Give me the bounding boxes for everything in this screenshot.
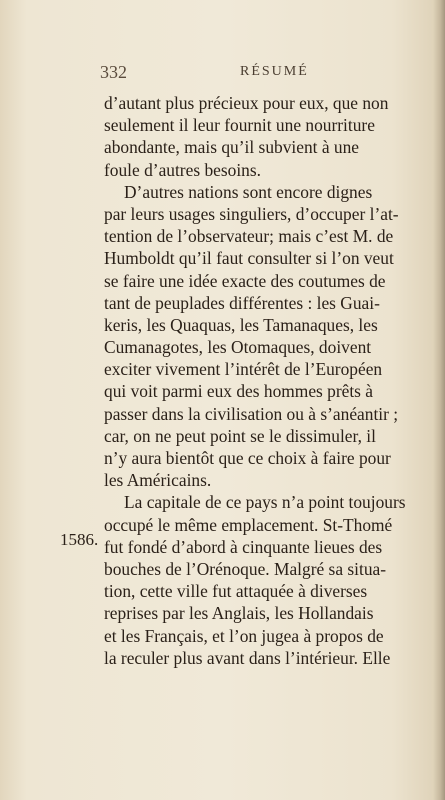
body-text [104,92,434,669]
text-line: passer dans la civilisation ou à s’anéantir ; [104,403,399,424]
text-line: seulement il leur fournit une nourriture [104,115,375,136]
text-line: Humboldt qu’il faut consulter si l’on veut [104,248,394,269]
text-line: Cumanagotes, les Otomaques, doivent [104,337,372,358]
text-line: car, on ne peut point se le dissimuler, il [104,425,376,446]
text-line: et les Français, et l’on jugea à propos de [104,625,384,646]
page-edge-shadow [433,0,445,800]
text-line: par leurs usages singuliers, d’occuper l’at- [104,203,399,224]
text-line: abondante, mais qu’il subvient à une [104,137,360,158]
text-line: se faire une idée exacte des coutumes de [104,270,386,291]
text-line: foule d’autres besoins. [104,159,261,180]
text-line: occupé le même emplacement. St-Thomé [104,514,393,535]
page-number: 332 [100,62,127,82]
text-line: tion, cette ville fut attaquée à diverses [104,581,368,602]
text-line: keris, les Quaquas, les Tamanaques, les [104,314,378,335]
margin-year-note: 1586. [60,530,99,549]
text-line: bouches de l’Orénoque. Malgré sa situa- [104,558,387,579]
text-line: exciter vivement l’intérêt de l’Européen [104,359,383,380]
text-line: La capitale de ce pays n’a point toujours [124,492,406,513]
text-line: la reculer plus avant dans l’intérieur. Elle [104,647,391,668]
text-line: reprises par les Anglais, les Hollandais [104,603,374,624]
text-line: D’autres nations sont encore dignes [124,181,373,202]
text-line: qui voit parmi eux des hommes prêts à [104,381,374,402]
text-line: n’y aura bientôt que ce choix à faire pour [104,448,391,468]
text-line: les Américains. [104,470,212,491]
running-head: RÉSUMÉ [240,64,309,79]
text-line: tant de peuplades différentes : les Guai- [104,292,380,313]
page-header [100,62,430,86]
text-line: fut fondé d’abord à cinquante lieues des [104,536,383,557]
text-line: d’autant plus précieux pour eux, que non [104,93,389,113]
text-line: tention de l’observateur; mais c’est M. de [104,226,394,247]
